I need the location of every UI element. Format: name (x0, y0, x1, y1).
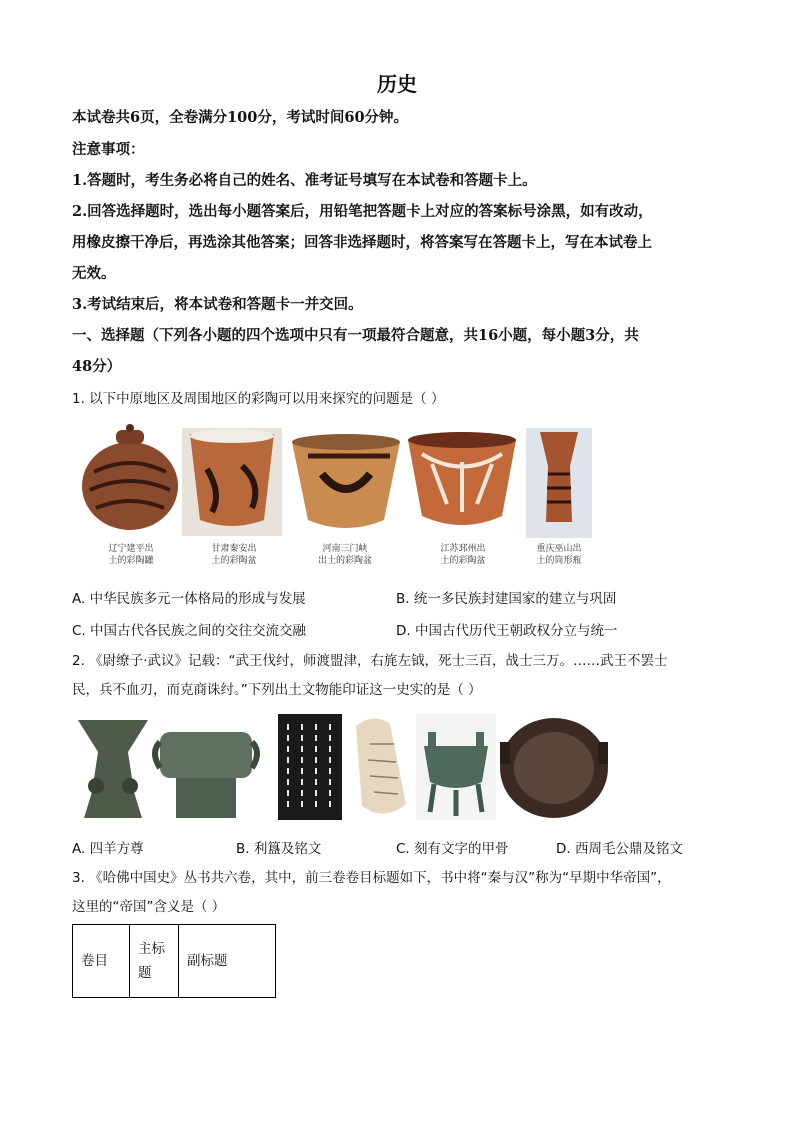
image-caption: 重庆巫山出 土的筒形瓶 (536, 544, 582, 566)
pottery-basin-image (408, 432, 516, 525)
note-line: 2.回答选择题时，选出每小题答案后，用铅笔把答题卡上对应的答案标号涂黑，如有改动， (72, 203, 653, 220)
q2-artifact-images (72, 712, 612, 824)
q2-option-c[interactable]: C. 刻有文字的甲骨 (396, 841, 509, 857)
image-caption: 河南三门峡 出土的彩陶盆 (317, 544, 372, 566)
q1-stem: 1. 以下中原地区及周围地区的彩陶可以用来探究的问题是（ ） (72, 391, 445, 407)
note-line: 用橡皮擦干净后，再选涂其他答案；回答非选择题时，将答案写在答题卡上，写在本试卷上 (72, 234, 652, 251)
section-heading: 一、选择题（下列各小题的四个选项中只有一项最符合题意，共16小题，每小题3分，共 (72, 327, 639, 344)
pottery-jar-image (82, 424, 178, 530)
note-line: 3.考试结束后，将本试卷和答题卡一并交回。 (72, 296, 363, 313)
oracle-bone-image (356, 718, 406, 813)
q1-option-b[interactable]: B. 统一多民族封建国家的建立与巩固 (396, 591, 617, 607)
exam-intro: 本试卷共6页，全卷满分100分，考试时间60分钟。 (72, 109, 409, 126)
image-caption: 甘肃秦安出 土的彩陶盆 (211, 544, 257, 566)
image-caption: 辽宁建平出 土的彩陶罐 (108, 544, 154, 566)
table-row (73, 925, 276, 998)
inscription-rubbing-image (278, 714, 342, 820)
note-line: 无效。 (72, 265, 116, 282)
q1-pottery-images (72, 424, 602, 544)
bronze-zun-image (78, 720, 148, 818)
q1-option-c[interactable]: C. 中国古代各民族之间的交往交流交融 (72, 623, 307, 639)
table-cell: 副标题 (179, 925, 276, 998)
bronze-gui-image (155, 732, 257, 818)
q1-option-d[interactable]: D. 中国古代历代王朝政权分立与统一 (396, 623, 618, 639)
q2-stem: 2. 《尉缭子·武议》记载：“武王伐纣，师渡盟津，右旄左钺，死士三百，战士三万。……武王不罢士 (72, 653, 668, 669)
bronze-ding-image (416, 714, 496, 820)
ding-inscription-image (500, 718, 608, 818)
note-line: 1.答题时，考生务必将自己的姓名、准考证号填写在本试卷和答题卡上。 (72, 172, 537, 189)
q2-option-a[interactable]: A. 四羊方尊 (72, 841, 144, 857)
image-caption: 江苏邳州出 土的彩陶盆 (440, 544, 486, 566)
page-title: 历史 (377, 72, 417, 96)
table-cell: 卷目 (73, 925, 130, 998)
q3-stem-cont: 这里的“帝国”含义是（ ） (72, 899, 226, 915)
table-cell: 主标 题 (130, 925, 179, 998)
q2-option-b[interactable]: B. 利簋及铭文 (236, 841, 322, 857)
pottery-basin-image (292, 434, 400, 528)
notes-heading: 注意事项： (72, 141, 145, 158)
pottery-vase-image (526, 428, 592, 538)
volume-title-table (72, 924, 276, 998)
section-heading-cont: 48分） (72, 358, 122, 375)
q3-stem: 3. 《哈佛中国史》丛书共六卷，其中，前三卷卷目标题如下，书中将“秦与汉”称为“早期中华帝国”， (72, 870, 671, 886)
pottery-basin-image (182, 428, 282, 536)
q2-option-d[interactable]: D. 西周毛公鼎及铭文 (556, 841, 683, 857)
q2-stem-cont: 民，兵不血刃，而克商诛纣。”下列出土文物能印证这一史实的是（ ） (72, 682, 482, 698)
q1-option-a[interactable]: A. 中华民族多元一体格局的形成与发展 (72, 591, 306, 607)
